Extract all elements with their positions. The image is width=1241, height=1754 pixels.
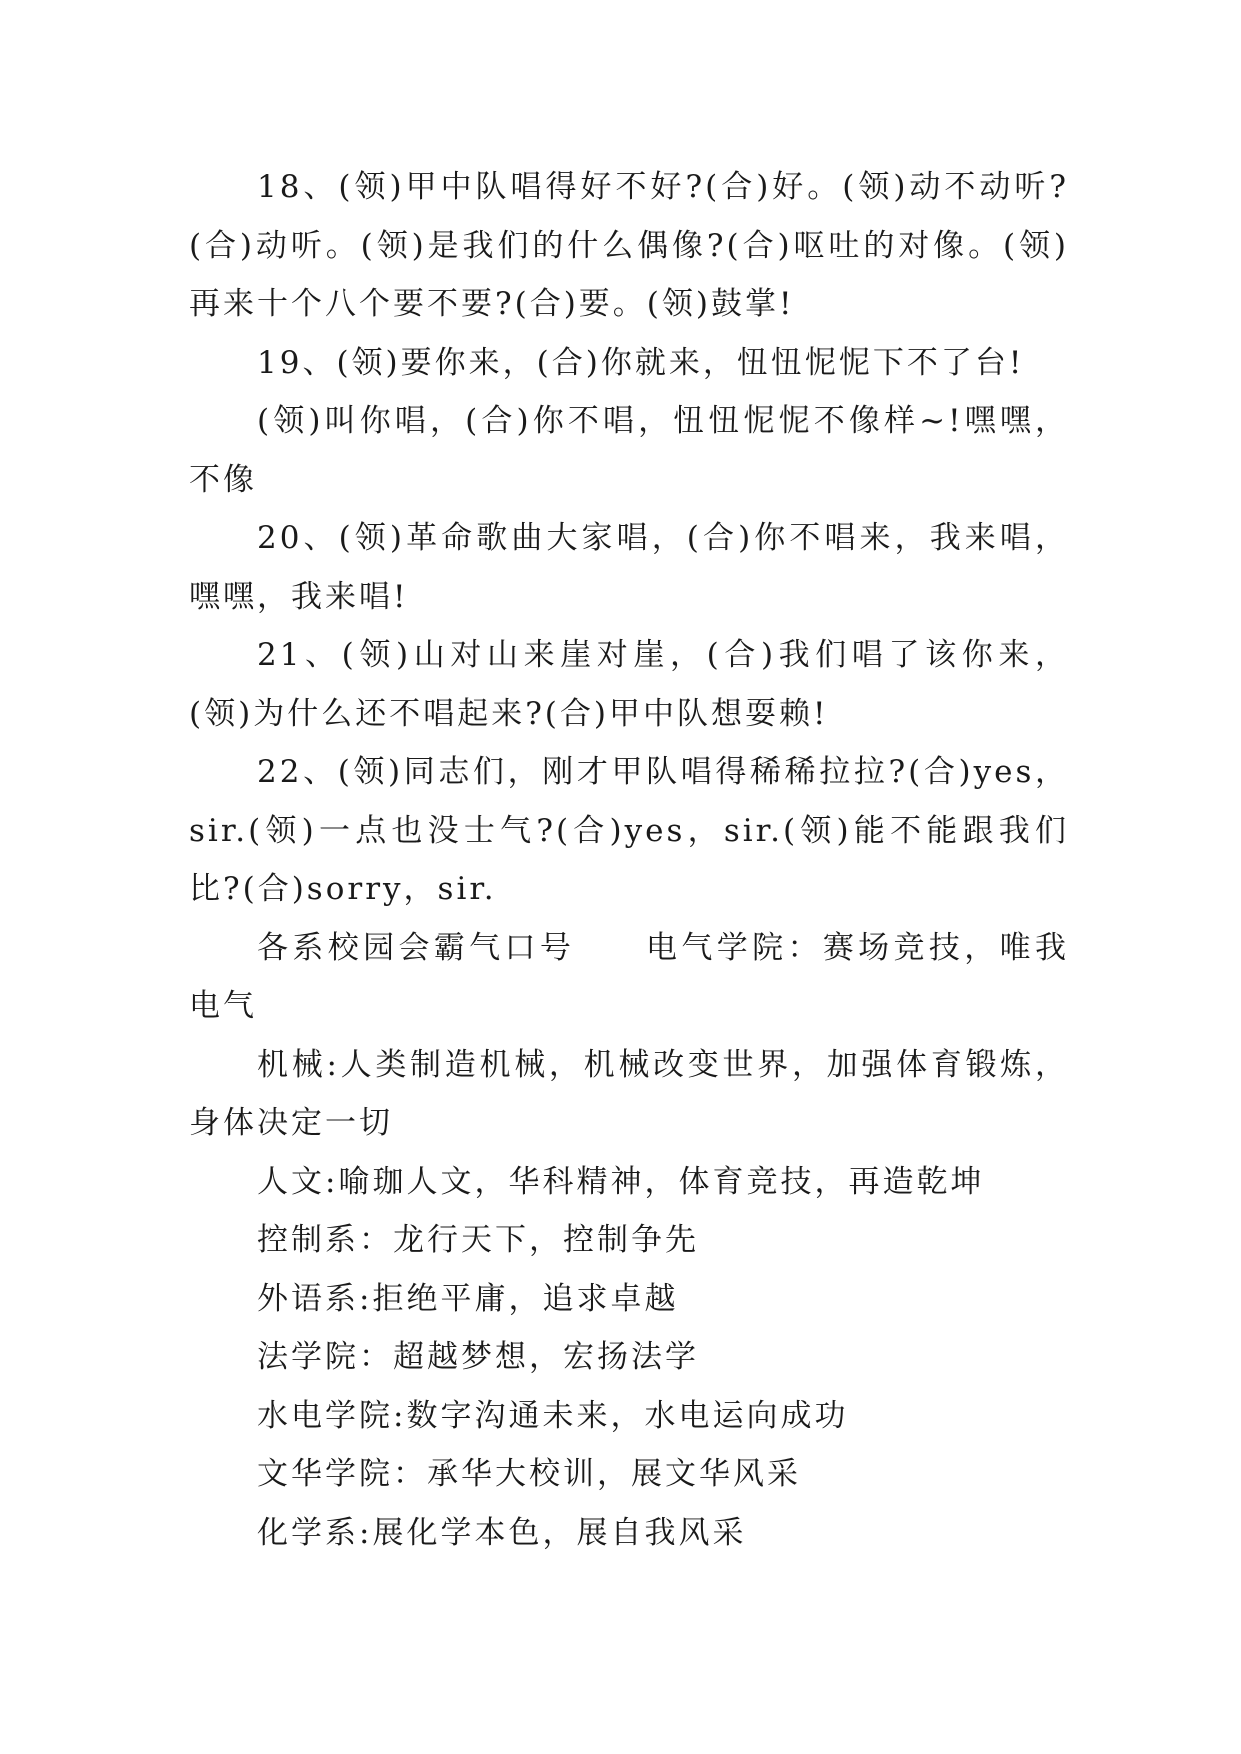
paragraph-slogan-hydropower: 水电学院:数字沟通未来，水电运向成功: [257, 1397, 849, 1434]
paragraph-20: 20、(领)革命歌曲大家唱，(合)你不唱来，我来唱，嘿嘿，我来唱!: [189, 520, 1069, 615]
paragraph-19-continued: (领)叫你唱，(合)你不唱，忸忸怩怩不像样~!嘿嘿，不像: [189, 403, 1069, 498]
paragraph-22: 22、(领)同志们，刚才甲队唱得稀稀拉拉?(合)yes，sir.(领)一点也没士气?(合)yes，sir.(领)能不能跟我们比?(合)sorry，sir.: [189, 754, 1069, 907]
paragraph-slogans-heading: 各系校园会霸气口号 电气学院：赛场竞技，唯我电气: [189, 929, 1069, 1024]
paragraph-19: 19、(领)要你来，(合)你就来，忸忸怩怩下不了台!: [257, 344, 1025, 381]
paragraph-slogan-wenhua: 文华学院：承华大校训，展文华风采: [257, 1456, 801, 1492]
paragraph-21: 21、(领)山对山来崖对崖，(合)我们唱了该你来，(领)为什么还不唱起来?(合)甲中队想耍赖!: [189, 637, 1069, 732]
paragraph-slogan-control: 控制系：龙行天下，控制争先: [257, 1222, 699, 1258]
paragraph-slogan-foreign-languages: 外语系:拒绝平庸，追求卓越: [257, 1280, 679, 1317]
paragraph-slogan-chemistry: 化学系:展化学本色，展自我风采: [257, 1514, 747, 1551]
paragraph-slogan-humanities: 人文:喻珈人文，华科精神，体育竞技，再造乾坤: [257, 1163, 985, 1200]
document-body: [189, 158, 1069, 1562]
paragraph-slogan-mechanical: 机械:人类制造机械，机械改变世界，加强体育锻炼，身体决定一切: [189, 1046, 1069, 1141]
paragraph-18: 18、(领)甲中队唱得好不好?(合)好。(领)动不动听?(合)动听。(领)是我们的什么偶像?(合)呕吐的对像。(领)再来十个八个要不要?(合)要。(领)鼓掌!: [189, 169, 1069, 322]
paragraph-slogan-law: 法学院：超越梦想，宏扬法学: [257, 1339, 699, 1375]
